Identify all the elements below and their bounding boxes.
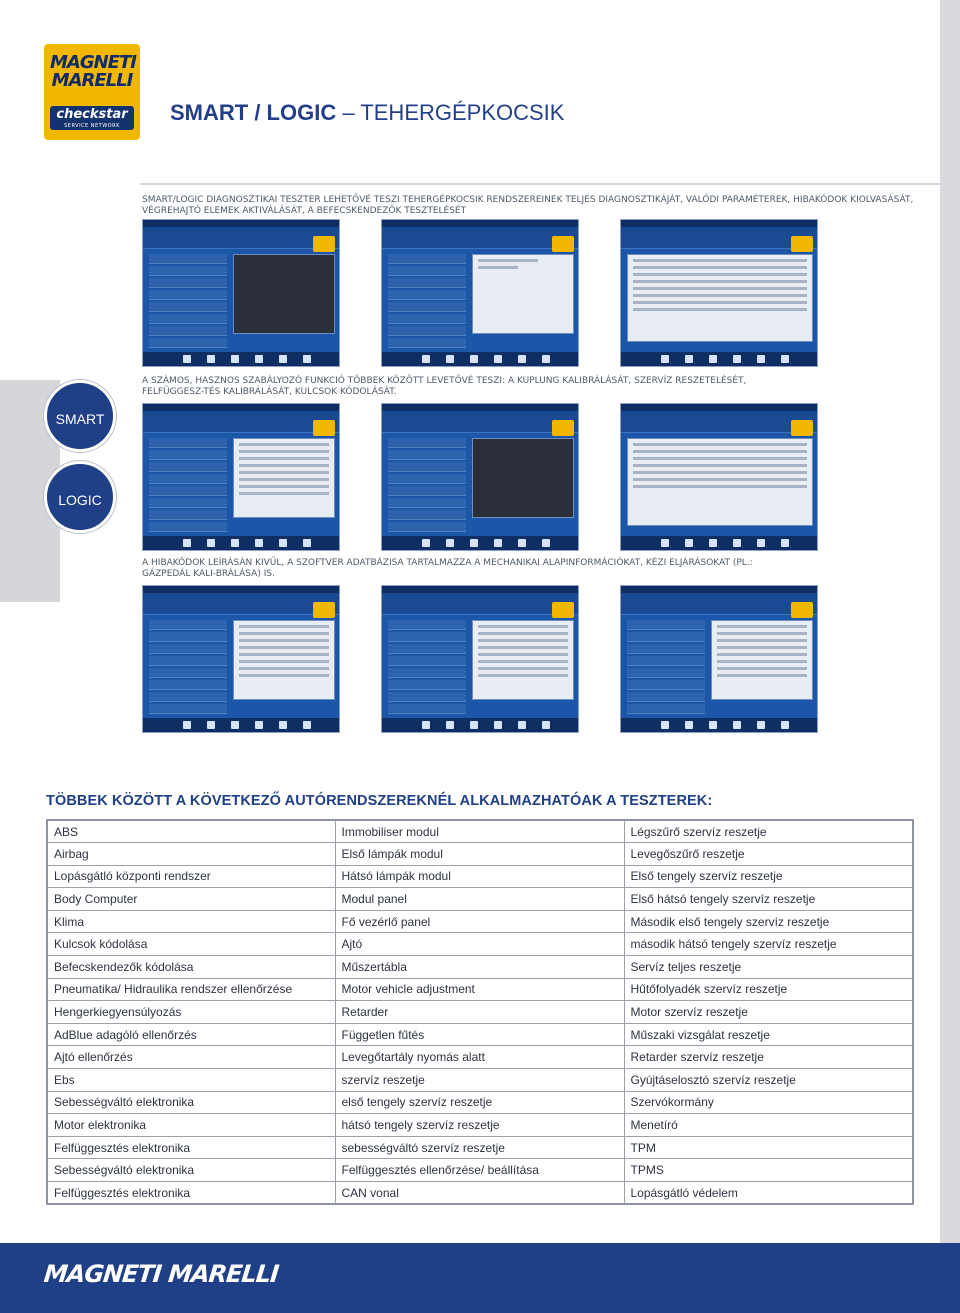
table-cell: Modul panel bbox=[335, 888, 624, 911]
systems-table bbox=[46, 819, 914, 1205]
table-cell: CAN vonal bbox=[335, 1182, 624, 1205]
screenshot-thumbnail bbox=[381, 585, 579, 733]
table-cell: Menetíró bbox=[624, 1114, 913, 1137]
table-cell: Hengerkiegyensúlyozás bbox=[47, 1001, 335, 1024]
table-cell: első tengely szervíz reszetje bbox=[335, 1091, 624, 1114]
table-cell: sebességváltó szervíz reszetje bbox=[335, 1136, 624, 1159]
table-cell: Befecskendezők kódolása bbox=[47, 956, 335, 979]
caption-functions: A SZÁMOS, HASZNOS SZABÁLYOZÓ FUNKCIÓ TÖBBEK KÖZÖTT LEVETŐVÉ TESZI: A KUPLUNG KALIBRÁLÁSÁT, SZERVÍZ RESZETELÉSÉT, FELFÜGGESZ-TÉS KALIBRÁLÁSÁT, KULCSOK KÓDOLÁSÁT. bbox=[142, 376, 747, 397]
screenshot-thumbnail bbox=[620, 403, 818, 551]
systems-section-title: TÖBBEK KÖZÖTT A KÖVETKEZŐ AUTÓRENDSZEREKNÉL ALKALMAZHATÓAK A TESZTEREK: bbox=[46, 793, 713, 809]
table-cell: Lopásgátló védelem bbox=[624, 1182, 913, 1205]
header-band bbox=[0, 0, 960, 183]
screenshot-thumbnail bbox=[142, 219, 340, 367]
table-cell: Levegőtartály nyomás alatt bbox=[335, 1046, 624, 1069]
table-row bbox=[47, 978, 913, 1001]
right-edge-strip bbox=[940, 0, 960, 1243]
table-cell: Levegőszűrő reszetje bbox=[624, 843, 913, 866]
table-cell: Immobiliser modul bbox=[335, 820, 624, 843]
table-cell: Motor elektronika bbox=[47, 1114, 335, 1137]
title-dash: – bbox=[342, 100, 355, 125]
table-cell: szervíz reszetje bbox=[335, 1069, 624, 1092]
table-cell: Első tengely szervíz reszetje bbox=[624, 865, 913, 888]
table-cell: Ajtó bbox=[335, 933, 624, 956]
table-row bbox=[47, 1001, 913, 1024]
table-cell: Ebs bbox=[47, 1069, 335, 1092]
table-cell: Retarder szervíz reszetje bbox=[624, 1046, 913, 1069]
table-cell: Ajtó ellenőrzés bbox=[47, 1046, 335, 1069]
table-cell: Pneumatika/ Hidraulika rendszer ellenőrzése bbox=[47, 978, 335, 1001]
title-bold: SMART / LOGIC bbox=[170, 100, 337, 125]
table-cell: Motor vehicle adjustment bbox=[335, 978, 624, 1001]
table-cell: ABS bbox=[47, 820, 335, 843]
table-row bbox=[47, 1159, 913, 1182]
table-row bbox=[47, 865, 913, 888]
table-cell: Szervókormány bbox=[624, 1091, 913, 1114]
table-cell: Légszűrő szervíz reszetje bbox=[624, 820, 913, 843]
table-cell: Kulcsok kódolása bbox=[47, 933, 335, 956]
table-cell: Hátsó lámpák modul bbox=[335, 865, 624, 888]
table-cell: Motor szervíz reszetje bbox=[624, 1001, 913, 1024]
table-cell: Sebességváltó elektronika bbox=[47, 1091, 335, 1114]
logic-badge: LOGIC bbox=[44, 461, 116, 533]
screenshot-thumbnail bbox=[620, 585, 818, 733]
table-cell: Klima bbox=[47, 910, 335, 933]
table-cell: hátsó tengely szervíz reszetje bbox=[335, 1114, 624, 1137]
checkstar-logo bbox=[44, 44, 140, 140]
table-cell: Lopásgátló központi rendszer bbox=[47, 865, 335, 888]
caption-database: A HIBAKÓDOK LEÍRÁSÁN KIVÜL, A SZOFTVER ADATBÁZISA TARTALMAZZA A MECHANIKAI ALAPINFORMÁCIÓKAT, KÉZI ELJÁRÁSOKAT (PL.: GÁZPEDÁL KALI-BRÁLÁSA) IS. bbox=[142, 558, 753, 579]
page-title bbox=[170, 100, 564, 126]
table-cell: TPM bbox=[624, 1136, 913, 1159]
table-row bbox=[47, 843, 913, 866]
table-row bbox=[47, 1046, 913, 1069]
table-cell: Műszertábla bbox=[335, 956, 624, 979]
screenshot-thumbnail bbox=[381, 403, 579, 551]
screenshot-thumbnail bbox=[142, 403, 340, 551]
table-cell: Retarder bbox=[335, 1001, 624, 1024]
table-cell: Első hátsó tengely szervíz reszetje bbox=[624, 888, 913, 911]
table-cell: Body Computer bbox=[47, 888, 335, 911]
smart-badge: SMART bbox=[44, 380, 116, 452]
table-cell: Felfüggesztés elektronika bbox=[47, 1136, 335, 1159]
table-row bbox=[47, 1069, 913, 1092]
table-row bbox=[47, 888, 913, 911]
table-cell: Műszaki vizsgálat reszetje bbox=[624, 1023, 913, 1046]
table-cell: AdBlue adagóló ellenőrzés bbox=[47, 1023, 335, 1046]
table-cell: TPMS bbox=[624, 1159, 913, 1182]
table-cell: Független fűtés bbox=[335, 1023, 624, 1046]
table-row bbox=[47, 1182, 913, 1205]
footer-magneti-marelli-logo: MAGNETI MARELLI bbox=[42, 1260, 280, 1288]
table-row bbox=[47, 933, 913, 956]
table-row bbox=[47, 1114, 913, 1137]
table-row bbox=[47, 820, 913, 843]
table-cell: Felfüggesztés ellenőrzése/ beállítása bbox=[335, 1159, 624, 1182]
magneti-marelli-logo-text: MAGNETI MARELLI bbox=[50, 52, 136, 91]
table-row bbox=[47, 1023, 913, 1046]
table-cell: Második első tengely szervíz reszetje bbox=[624, 910, 913, 933]
table-row bbox=[47, 910, 913, 933]
table-cell: második hátsó tengely szervíz reszetje bbox=[624, 933, 913, 956]
checkstar-tagline: SERVICE NETWORK bbox=[64, 123, 120, 129]
table-cell: Gyújtáselosztó szervíz reszetje bbox=[624, 1069, 913, 1092]
table-cell: Első lámpák modul bbox=[335, 843, 624, 866]
table-cell: Servíz teljes reszetje bbox=[624, 956, 913, 979]
table-row bbox=[47, 1136, 913, 1159]
intro-paragraph: SMART/LOGIC DIAGNOSZTIKAI TESZTER LEHETŐVÉ TESZI TEHERGÉPKOCSIK RENDSZEREINEK TELJES DIAGNOSZTIKÁJÁT, VALÓDI PARAMÉTEREK, HIBAKÓDOK KIOLVASÁSÁT, VÉGREHAJTÓ ELEMEK AKTIVÁLÁSÁT, A BEFECSKENDEZŐK TESZTELÉSÉT bbox=[142, 195, 914, 216]
screenshot-thumbnail bbox=[142, 585, 340, 733]
screenshot-thumbnail bbox=[381, 219, 579, 367]
table-cell: Fő vezérlő panel bbox=[335, 910, 624, 933]
table-row bbox=[47, 956, 913, 979]
checkstar-label: checkstar bbox=[56, 107, 128, 122]
screenshot-thumbnail bbox=[620, 219, 818, 367]
table-row bbox=[47, 1091, 913, 1114]
table-cell: Airbag bbox=[47, 843, 335, 866]
table-cell: Hűtőfolyadék szervíz reszetje bbox=[624, 978, 913, 1001]
table-cell: Sebességváltó elektronika bbox=[47, 1159, 335, 1182]
table-cell: Felfüggesztés elektronika bbox=[47, 1182, 335, 1205]
checkstar-badge bbox=[50, 106, 134, 130]
title-light: TEHERGÉPKOCSIK bbox=[360, 100, 565, 125]
header-divider bbox=[140, 183, 960, 185]
